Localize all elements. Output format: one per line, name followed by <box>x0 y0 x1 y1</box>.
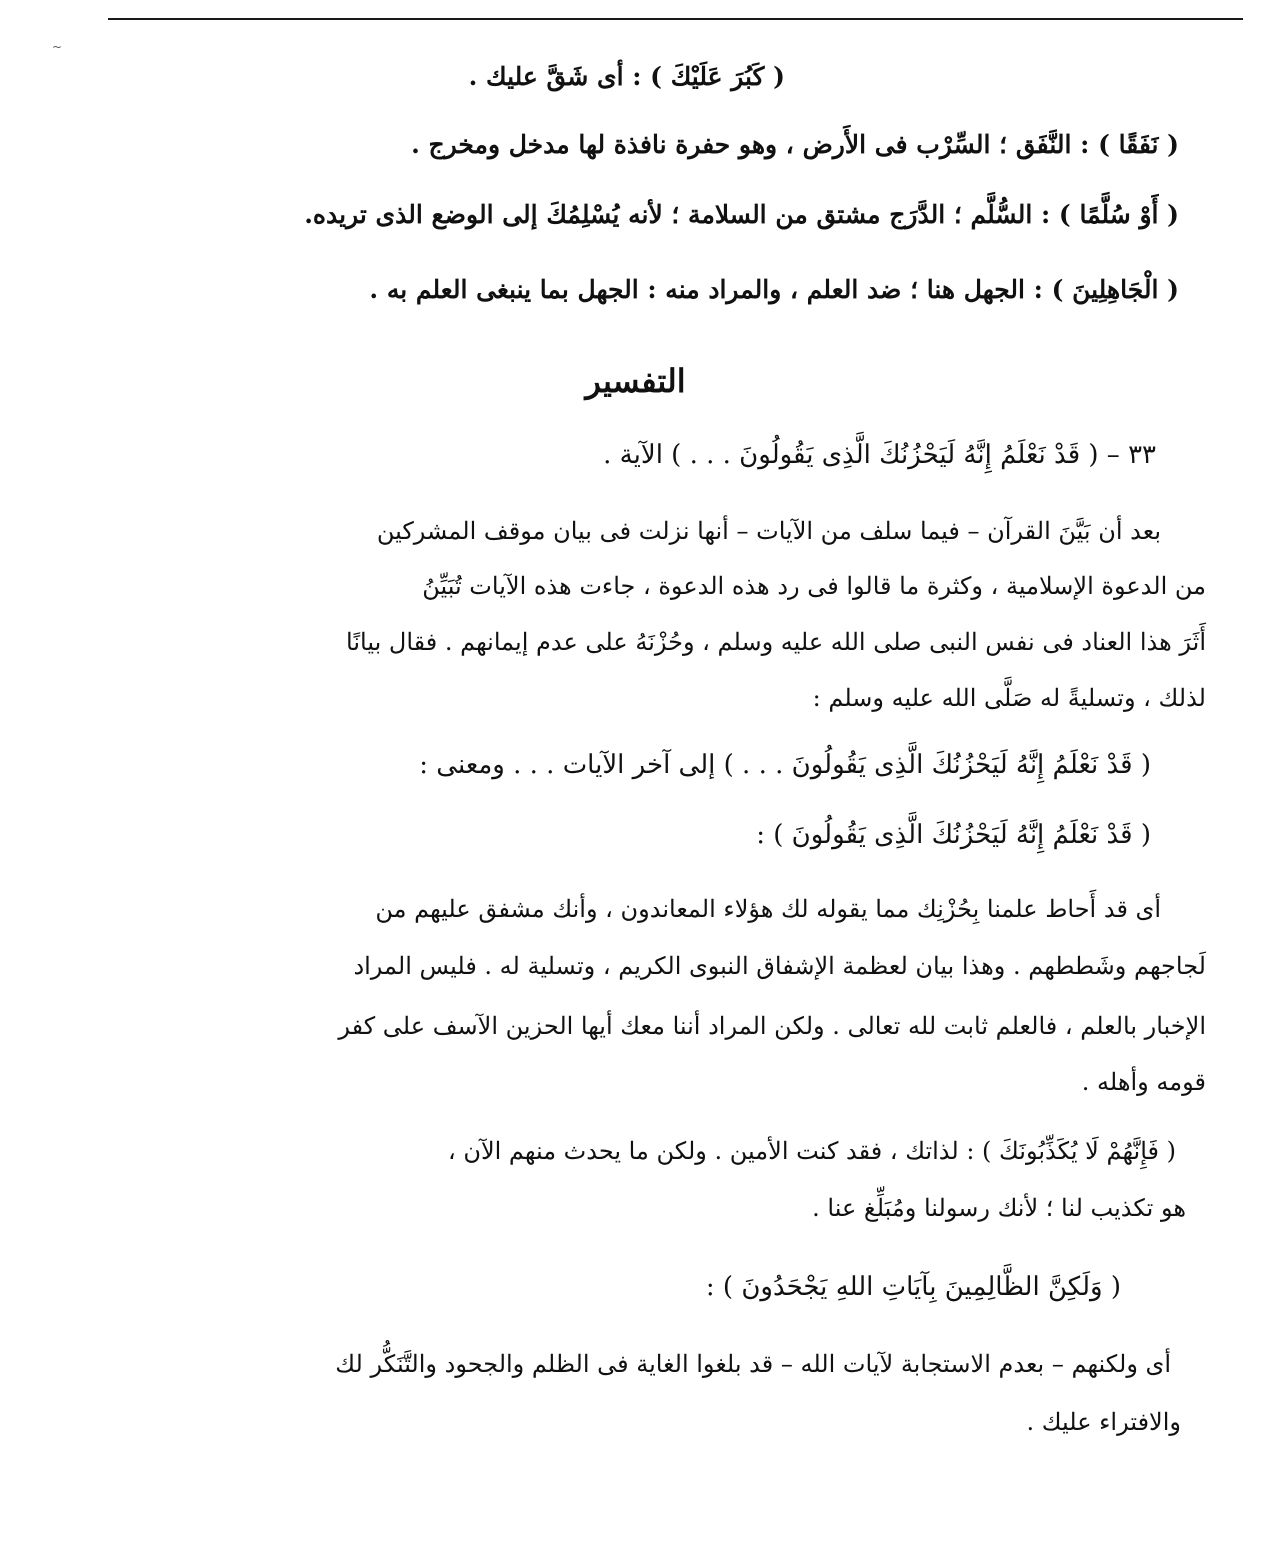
paragraph-line: ( فَإِنَّهُمْ لَا يُكَذِّبُونَكَ ) : لذاتك ، فقد كنت الأمين . ولكن ما يحدث منهم الآن ، <box>447 1137 1176 1165</box>
top-rule <box>108 18 1243 20</box>
definition-line: ( أَوْ سُلَّمًا ) : السُّلَّم ؛ الدَّرَج مشتق من السلامة ؛ لأنه يُسْلِمُكَ إلى الوضع الذى تريده. <box>304 200 1179 229</box>
paragraph-line: قومه وأهله . <box>1081 1068 1206 1096</box>
definition-line: ( نَفَقًا ) : النَّفَق ؛ السِّرْب فى الأَرض ، وهو حفرة نافذة لها مدخل ومخرج . <box>411 130 1179 159</box>
paragraph-line: الإخبار بالعلم ، فالعلم ثابت لله تعالى . ولكن المراد أننا معك أيها الحزين الآسف على كفر <box>338 1012 1206 1040</box>
paragraph-line: من الدعوة الإسلامية ، وكثرة ما قالوا فى رد هذه الدعوة ، جاءت هذه الآيات تُبَيِّنُ <box>422 572 1206 600</box>
paragraph-line: لَجاجهم وشَططهم . وهذا بيان لعظمة الإشفاق النبوى الكريم ، وتسلية له . فليس المراد <box>353 952 1206 980</box>
verse-quote: ( قَدْ نَعْلَمُ إِنَّهُ لَيَحْزُنُكَ الَّذِى يَقُولُونَ . . . ) إلى آخر الآيات . . . ومعنى : <box>419 750 1151 780</box>
paragraph-line: أى ولكنهم – بعدم الاستجابة لآيات الله – قد بلغوا الغاية فى الظلم والجحود والتَّنَكُّر لك <box>335 1350 1171 1378</box>
definition-line: ( كَبُرَ عَلَيْكَ ) : أى شَقَّ عليك . <box>468 62 785 91</box>
paragraph-line: والافتراء عليك . <box>1026 1408 1181 1436</box>
paragraph-line: أَثَرَ هذا العناد فى نفس النبى صلى الله عليه وسلم ، وحُزْنَهُ على عدم إيمانهم . فقال بيانًا <box>346 628 1206 656</box>
paragraph-line: بعد أن بَيَّنَ القرآن – فيما سلف من الآيات – أنها نزلت فى بيان موقف المشركين <box>376 517 1161 545</box>
verse-quote: ( قَدْ نَعْلَمُ إِنَّهُ لَيَحْزُنُكَ الَّذِى يَقُولُونَ ) : <box>756 820 1151 850</box>
verse-header: ٣٣ – ( قَدْ نَعْلَمُ إِنَّهُ لَيَحْزُنُكَ الَّذِى يَقُولُونَ . . . ) الآية . <box>603 440 1156 470</box>
section-heading: التفسير <box>585 362 686 400</box>
verse-quote: ( وَلَكِنَّ الظَّالِمِينَ بِآيَاتِ اللهِ يَجْحَدُونَ ) : <box>705 1272 1121 1302</box>
paragraph-line: هو تكذيب لنا ؛ لأنك رسولنا ومُبَلِّغ عنا . <box>812 1194 1186 1222</box>
paragraph-line: لذلك ، وتسليةً له صَلَّى الله عليه وسلم : <box>812 684 1206 712</box>
paragraph-line: أى قد أَحاط علمنا بِحُزْنِك مما يقوله لك هؤلاء المعاندون ، وأنك مشفق عليهم من <box>375 895 1161 923</box>
definition-line: ( الْجَاهِلِينَ ) : الجهل هنا ؛ ضد العلم ، والمراد منه : الجهل بما ينبغى العلم به . <box>369 275 1179 304</box>
scan-speck: ~ <box>52 40 63 54</box>
